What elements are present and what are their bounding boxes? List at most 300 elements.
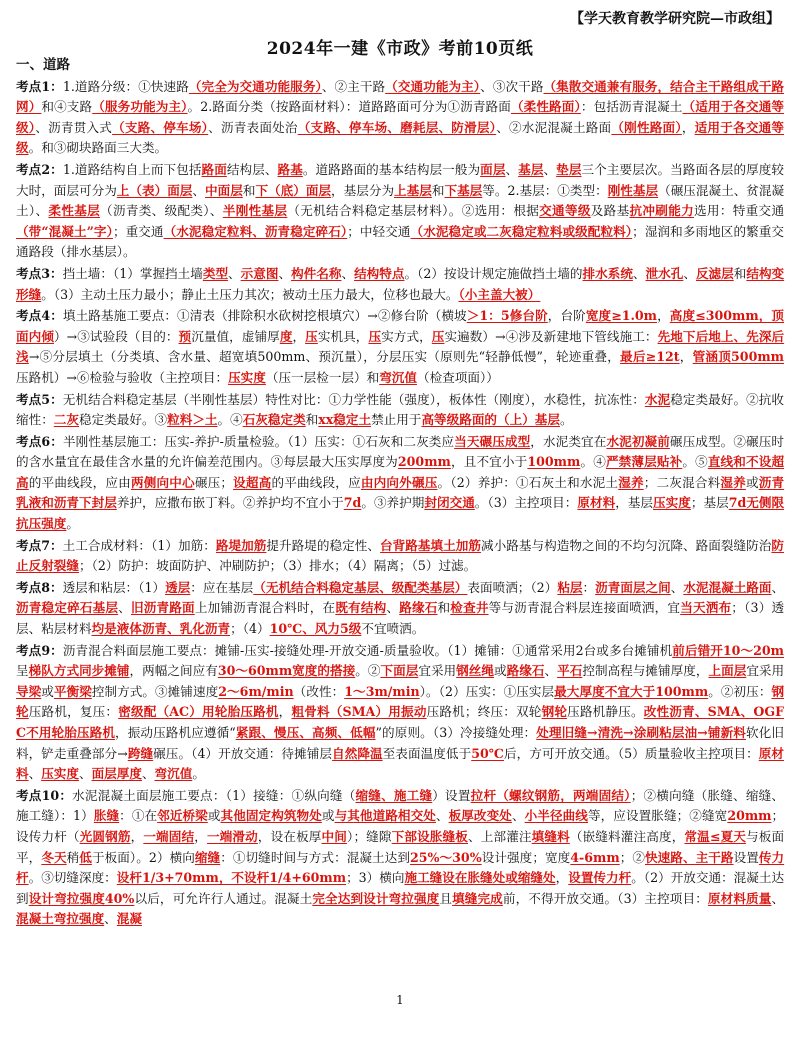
body-text: ；二灰混合料	[643, 474, 721, 490]
highlighted-term: 原材料质量	[707, 890, 772, 906]
highlighted-term: 预	[178, 328, 192, 344]
body-text: 、	[118, 600, 131, 616]
body-text: 设计强度；宽度	[481, 849, 571, 865]
highlighted-term: 粒料＞土	[167, 412, 218, 428]
highlighted-term: 当天碾压成型	[454, 433, 531, 449]
body-text: 或	[321, 808, 335, 824]
body-text: （压一层检一层）和	[265, 369, 380, 385]
highlighted-term: 下面层	[380, 663, 419, 679]
body-text: 、	[771, 579, 785, 595]
highlighted-term: 半刚性基层	[222, 203, 288, 219]
highlighted-term: 直线和不设超高	[16, 454, 785, 490]
highlighted-term: 缩缝、施工缝	[355, 787, 433, 803]
body-text: 、	[192, 182, 206, 198]
body-text: 软化旧料，铲走重叠部分→	[16, 725, 784, 761]
body-text: 选用：特重交通	[694, 203, 785, 219]
highlighted-term: xx稳定土	[318, 412, 372, 428]
body-text: 和	[431, 182, 445, 198]
highlighted-term: 面层厚度	[91, 766, 142, 782]
body-text: ，	[555, 870, 569, 886]
body-text: 后，方可开放交通。（5）质量验收主控项目：	[503, 745, 759, 761]
body-text: 。④	[217, 412, 243, 428]
highlighted-term: 压	[305, 328, 318, 344]
body-text: ）设置	[432, 787, 471, 803]
body-text: （检查项面））	[416, 369, 499, 385]
knowledge-point-label: 考点3：	[16, 265, 63, 281]
body-text: 前，不得开放交通。（3）主控项目：	[502, 890, 708, 906]
knowledge-point-label: 考点1：	[16, 78, 63, 94]
highlighted-term: 施工缝设在胀缝处或缩缝处	[404, 870, 556, 886]
highlighted-term: 50℃	[471, 745, 504, 761]
highlighted-term: 填缝完成	[452, 890, 503, 906]
highlighted-term: 抗冲刷能力	[629, 203, 695, 219]
header-tag: 【学天教育教学研究院—市政组】	[570, 11, 780, 27]
body-text: 。道路路面的基本结构层一般为	[302, 161, 481, 177]
highlighted-term: 拉杆（螺纹钢筋，两端固结）	[470, 787, 631, 803]
body-text: 、	[78, 766, 92, 782]
highlighted-term: （柔性路面）	[510, 99, 581, 115]
highlighted-term: 路堤加筋	[215, 537, 267, 553]
body-text: 。2.路面分类（按路面材料）：道路路面可分为①沥青路面	[187, 99, 511, 115]
body-text: 与板面平，	[16, 828, 785, 865]
highlighted-term: 路面	[201, 161, 227, 177]
body-text: 等。2.基层：①类型：	[482, 182, 608, 198]
highlighted-term: 刚性基层	[607, 182, 659, 198]
highlighted-term: 沥青稳定碎石基层	[16, 600, 119, 616]
body-text: 无机结合料稳定基层（半刚性基层）特性对比：①力学性能（强度），板体性（刚度），水稳性，抗冻性：	[62, 391, 645, 407]
highlighted-term: 25%～30%	[409, 849, 482, 865]
body-text: ，水泥类宜在	[530, 433, 607, 449]
highlighted-term: 上（表）面层	[116, 182, 193, 198]
knowledge-point-label: 考点2：	[16, 161, 63, 177]
knowledge-point	[16, 578, 784, 640]
body-text: 碾压成型。②碾压时的含水量宜在最佳含水量的允许偏差范围内。③每层最大压实厚度为	[16, 433, 785, 470]
highlighted-term: 防止反射裂缝	[16, 537, 785, 574]
highlighted-term: 严禁薄层贴补	[605, 454, 683, 470]
highlighted-term: 胀缝	[93, 808, 120, 824]
highlighted-term: 跨缝	[127, 745, 154, 761]
highlighted-term: 透层	[165, 579, 191, 595]
body-text: ，设在板厚	[257, 828, 322, 844]
body-text: 、	[228, 265, 241, 281]
body-text: ；②横向缝（胀缝、缩缝、施工缝）：1）	[16, 787, 785, 824]
body-text: ：①在	[119, 808, 158, 824]
body-text: 设置	[733, 849, 759, 865]
highlighted-term: （水泥稳定或二灰稳定粒料或级配粒料）	[410, 223, 633, 239]
body-text: 宜采用	[418, 663, 457, 679]
highlighted-term: 设计弯拉强度40%	[28, 890, 135, 906]
body-text: 沥青混合料面层施工要点：摊铺-压实-接缝处理-开放交通-质量验收。（1）摊铺：①通常采用2台或多台摊铺机	[62, 642, 673, 658]
highlighted-term: 当天洒布	[680, 600, 732, 616]
body-text: 透层和粘层：（1）	[62, 579, 166, 595]
highlighted-term: 由内向外碾压	[360, 474, 438, 490]
body-text: 、	[435, 808, 449, 824]
body-text: 填土路基施工要点：①清表（排除积水砍树挖根填穴）→②修台阶（横坡	[62, 308, 467, 324]
body-text: ，	[194, 828, 207, 844]
highlighted-term: 类型	[202, 265, 229, 281]
body-text: 、	[632, 265, 646, 281]
highlighted-term: 中间	[321, 828, 348, 844]
highlighted-term: 钢丝绳	[456, 663, 495, 679]
highlighted-term: 最大厚度不宜大于100mm	[554, 683, 709, 699]
body-text: 半刚性基层施工：压实-养护-质量检验。（1）压实：①石灰和二灰类应	[62, 433, 455, 449]
body-text: 提升路堤的稳定性、	[266, 537, 381, 553]
highlighted-term: 粘层	[557, 579, 583, 595]
highlighted-term: 平衡梁	[53, 683, 92, 699]
body-text: 等与沥青混合料层连接面喷洒，宜	[488, 600, 681, 616]
highlighted-term: 平石	[557, 663, 583, 679]
body-text: 。②	[355, 663, 381, 679]
highlighted-term: 排水系统	[582, 265, 633, 281]
knowledge-point-label: 考点6：	[16, 433, 63, 449]
knowledge-point-label: 考点4：	[16, 308, 63, 324]
highlighted-term: 前后错开10～20m	[672, 642, 785, 658]
highlighted-term: 处理旧缝→清洗→涂刷粘层油→铺新料	[536, 725, 746, 740]
highlighted-term: 下（底）面层	[255, 182, 332, 198]
highlighted-term: 完全达到设计弯拉强度	[312, 890, 440, 906]
body-text: 、	[104, 911, 117, 927]
highlighted-term: 台背路基填土加筋	[380, 537, 482, 553]
highlighted-term: 下部设胀缝板	[391, 828, 469, 844]
body-text: 宜采用	[746, 663, 785, 679]
highlighted-term: 板厚改变处	[448, 808, 512, 824]
highlighted-term: 高等级路面的（上）基层	[421, 412, 560, 428]
body-text: （沥青类、级配类）、	[100, 203, 223, 219]
body-text: 、②主干路	[321, 78, 386, 94]
body-text: ）；缝隙	[347, 828, 392, 844]
body-text: 的平曲线段，应	[271, 474, 361, 490]
body-text: （改性：	[293, 683, 345, 699]
body-text: 、沥青表面处治	[208, 119, 298, 135]
highlighted-term: 小半径曲线	[524, 808, 588, 824]
body-text: 土工合成材料：（1）加筋：	[62, 537, 216, 553]
body-text: 、上部灌注	[468, 828, 532, 844]
body-text: ，	[130, 828, 144, 844]
body-text: 实遍数）→④涉及新建地下管线施工：	[444, 328, 658, 344]
body-text: ；（3）透层、粘层材料	[16, 600, 785, 637]
highlighted-term: （刚性路面）	[611, 119, 682, 135]
body-text: 和	[242, 182, 256, 198]
highlighted-term: 石灰稳定类	[242, 412, 306, 428]
body-text: 1.道路结构自上而下包括	[62, 161, 202, 177]
body-text: 控制方式。③摊铺速度	[91, 683, 219, 699]
body-text: 或	[207, 808, 221, 824]
highlighted-term: 既有结构	[335, 600, 387, 616]
body-text: ：包括沥青混凝土	[580, 99, 683, 115]
body-text: 、	[341, 265, 355, 281]
highlighted-term: 水泥混凝土路面	[683, 579, 772, 595]
highlighted-term: 湿养	[618, 474, 644, 490]
body-text: 碾压。（4）开放交通：待摊铺层	[153, 745, 333, 761]
body-text: 、	[141, 766, 155, 782]
body-text: 压路机，复压：	[28, 704, 119, 720]
highlighted-term: 压实度	[228, 369, 266, 385]
highlighted-term: 设超高	[232, 474, 272, 490]
highlighted-term: 水泥初凝前	[606, 433, 670, 449]
body-text: 压路机；终压：双轮	[426, 704, 542, 720]
body-text: 。	[559, 412, 573, 428]
highlighted-term: 泄水孔	[645, 265, 684, 281]
body-text: ；（2）防护：坡面防护、冲刷防护；（3）排水；（4）隔离；（5）过滤。	[78, 558, 477, 574]
body-text: 碾压；	[194, 474, 233, 490]
body-text: 表面喷洒；（2）	[467, 579, 558, 595]
highlighted-term: 构件名称	[291, 265, 342, 281]
highlighted-term: 密级配（AC）用轮胎压路机	[118, 704, 279, 720]
highlighted-term: 7d无侧限抗压强度	[16, 495, 785, 532]
body-text: 、	[544, 663, 558, 679]
body-text: 。	[66, 516, 79, 532]
body-text: 等，应设置胀缝；②缝宽	[587, 808, 728, 824]
highlighted-term: 宽度≥1.0m	[585, 308, 657, 324]
body-text: 。⑤	[682, 454, 708, 470]
highlighted-term: 一端滑动	[206, 828, 258, 844]
body-text: 或	[41, 683, 54, 699]
body-text: 以后，可允许行人通过。混凝土	[134, 890, 313, 906]
highlighted-term: 适用于各交通等级	[16, 119, 785, 156]
body-text: 挡土墙：（1）掌握挡土墙	[62, 265, 203, 281]
highlighted-term: 封闭交通	[424, 495, 475, 511]
body-text: 。（2）养护：①石灰土和水泥土	[437, 474, 619, 490]
body-text: （碾压混凝土、贫混凝土）、	[16, 182, 785, 219]
body-text: 、	[670, 579, 684, 595]
highlighted-term: 冬天	[41, 849, 67, 865]
body-text: ，	[278, 704, 292, 720]
content-body	[16, 55, 784, 931]
highlighted-term: 缩缝	[194, 849, 221, 865]
body-text: ；（4）	[230, 621, 270, 637]
highlighted-term: 垫层	[556, 161, 582, 177]
highlighted-term: （支路、停车场）	[112, 119, 209, 135]
body-text: 和	[305, 412, 319, 428]
body-text: 实方式，	[381, 328, 432, 344]
highlighted-term: 一端固结	[143, 828, 195, 844]
knowledge-point-label: 考点7：	[16, 537, 63, 553]
knowledge-point-label: 考点5：	[16, 391, 63, 407]
highlighted-term: 其他固定构筑物处	[220, 808, 322, 824]
knowledge-point	[16, 536, 784, 577]
highlighted-term: 结构变形缝	[16, 265, 785, 302]
highlighted-term: 弯沉值	[154, 766, 193, 782]
body-text: 、③次干路	[480, 78, 544, 94]
body-text: 、	[278, 265, 292, 281]
body-text: 稳定类最好。②抗收缩性：	[16, 391, 785, 428]
body-text: 。（3）主动土压力最小；静止土压力其次；被动土压力最大，位移也最大。	[41, 286, 459, 302]
highlighted-term: 混凝	[116, 911, 142, 927]
body-text: 压路机）→⑥检验与验收（主控项目：	[16, 369, 229, 385]
highlighted-term: 30～60mm宽度的搭接	[217, 663, 356, 679]
body-text: 、	[28, 766, 42, 782]
highlighted-term: （带“混凝土”字）	[16, 223, 113, 239]
highlighted-term: 2～6m/min	[218, 683, 294, 699]
body-text: ；基层	[690, 495, 729, 511]
highlighted-term: 面层	[480, 161, 506, 177]
body-text: ，	[292, 328, 306, 344]
body-text: 减小路基与构造物之间的不均匀沉降、路面裂缝防治	[481, 537, 772, 553]
highlighted-term: 设杆1/3+70mm，不设杆1/4+60mm	[116, 870, 347, 886]
body-text: 控制高程与摊铺厚度，	[582, 663, 709, 679]
body-text: 三个主要层次。当路面各层的厚度较大时，面层可分为	[16, 161, 785, 198]
body-text: 不宜喷洒。	[361, 621, 425, 637]
highlighted-term: 弯沉值	[379, 369, 417, 385]
highlighted-term: 基层	[518, 161, 544, 177]
highlighted-term: 最后≥12t	[620, 349, 680, 365]
highlighted-term: 压实度	[653, 495, 691, 511]
highlighted-term: 原材料	[16, 745, 785, 782]
highlighted-term: 导梁	[16, 683, 42, 699]
highlighted-term: 快速路、主干路	[645, 849, 734, 865]
highlighted-term: 路缘石	[506, 663, 545, 679]
body-text: 呈	[16, 663, 29, 679]
knowledge-point	[16, 432, 784, 535]
highlighted-term: 结构特点	[354, 265, 405, 281]
highlighted-term: （交通功能为主）	[385, 78, 481, 94]
highlighted-term: 路基	[277, 161, 303, 177]
body-text: 。②初压：	[708, 683, 772, 699]
highlighted-term: 7d	[343, 495, 362, 511]
section-title: 一、道路	[16, 57, 70, 73]
body-text: 稳定类最好。③	[78, 412, 168, 428]
highlighted-term: （无机结合料稳定基层、级配类基层）	[253, 579, 468, 595]
body-text: ，且不宜小于	[450, 454, 528, 470]
page-number: 1	[396, 993, 404, 1007]
body-text: 。④	[580, 454, 606, 470]
highlighted-term: 低	[79, 849, 92, 865]
highlighted-term: 先地下后地上、先深后浅	[16, 328, 785, 365]
body-text: 、	[543, 161, 557, 177]
body-text: 。③切缝深度：	[28, 870, 117, 886]
body-text: ”的原则。（3）冷接缝处理：	[375, 725, 537, 740]
body-text: →⑤分层填土（分类填、含水量、超宽填500mm、预沉量），分层压实（原则先“轻静低慢”，轮迹重叠，	[28, 349, 621, 365]
highlighted-term: 1～3m/min	[344, 683, 420, 699]
highlighted-term: 路缘石	[399, 600, 438, 616]
body-text: 、	[511, 808, 525, 824]
body-text: 实机具，	[317, 328, 369, 344]
highlighted-term: 自然降温	[332, 745, 383, 761]
body-text: 、	[386, 600, 400, 616]
body-text: 和	[733, 265, 747, 281]
highlighted-term: 紧跟、慢压、高频、低幅	[235, 725, 376, 740]
highlighted-term: 与其他道路相交处	[334, 808, 436, 824]
highlighted-term: （小主盖大被）	[458, 286, 541, 302]
page-title: 2024年一建《市政》考前10页纸	[266, 39, 534, 59]
highlighted-term: 检查井	[450, 600, 489, 616]
body-text: ：	[582, 579, 596, 595]
highlighted-term: 沥青面层之间	[595, 579, 671, 595]
highlighted-term: 度	[279, 328, 293, 344]
body-text: 及路基	[590, 203, 630, 219]
highlighted-term: 沥青乳液和沥青下封层	[16, 474, 785, 511]
body-text: ，两幅之间应有	[129, 663, 218, 679]
knowledge-point	[16, 77, 784, 159]
highlighted-term: （完全为交通功能服务）	[188, 78, 322, 94]
highlighted-term: 上基层	[394, 182, 432, 198]
highlighted-term: 旧沥青路面	[130, 600, 195, 616]
highlighted-term: 邻近桥梁	[157, 808, 208, 824]
body-text: 水泥混凝土面层施工要点：（1）接缝：①纵向缝（	[72, 787, 356, 803]
body-text: ，台阶	[547, 308, 586, 324]
highlighted-term: （服务功能为主）	[92, 99, 188, 115]
body-text: 的平曲线段，应由	[28, 474, 131, 490]
body-text: 。（3）主控项目：	[474, 495, 578, 511]
highlighted-term: 光圆钢筋	[79, 828, 131, 844]
body-text: 、沥青贯入式	[35, 119, 113, 135]
body-text: 或	[745, 474, 759, 490]
highlighted-term: 4-6mm	[570, 849, 620, 865]
body-text: 和④支路	[41, 99, 93, 115]
body-text: 结构层、	[226, 161, 278, 177]
body-text: ：①切缝时间与方式：混凝土达到	[220, 849, 410, 865]
highlighted-term: 均是液体沥青、乳化沥青	[91, 621, 231, 637]
knowledge-point	[16, 390, 784, 431]
highlighted-term: （支路、停车场、磨耗层、防滑层）	[297, 119, 497, 135]
body-text: ：应在基层	[190, 579, 254, 595]
body-text: （嵌缝料灌注高度，	[569, 828, 685, 844]
highlighted-term: 压实度	[41, 766, 79, 782]
body-text: 于板面）。2）横向	[91, 849, 195, 865]
knowledge-points	[16, 77, 784, 930]
highlighted-term: 传力杆	[16, 849, 785, 886]
highlighted-term: 设置传力杆	[568, 870, 632, 886]
knowledge-point	[16, 786, 784, 930]
highlighted-term: 反滤层	[695, 265, 734, 281]
highlighted-term: 钢轮	[541, 704, 568, 720]
highlighted-term: 示意图	[240, 265, 279, 281]
body-text: ）→③试验段（目的：	[53, 328, 179, 344]
body-text: ，	[657, 308, 670, 324]
highlighted-term: 压	[368, 328, 382, 344]
knowledge-point-label: 考点9：	[16, 642, 63, 658]
highlighted-term: 两侧向中心	[130, 474, 195, 490]
highlighted-term: 原材料	[577, 495, 616, 511]
highlighted-term: 柔性基层	[48, 203, 101, 219]
body-text: 、②水泥混凝土路面	[496, 119, 612, 135]
highlighted-term: 混凝土弯拉强度	[16, 911, 105, 927]
body-text: ）。（2）压实：①压实层	[419, 683, 555, 699]
highlighted-term: 高度≤300mm，顶面内倾	[16, 308, 785, 344]
knowledge-point	[16, 160, 784, 263]
body-text: ；重交通	[112, 223, 164, 239]
body-text: 沉量值，虚铺厚	[191, 328, 280, 344]
body-text: 或	[494, 663, 507, 679]
body-text: ，振动压路机应遵循“	[115, 725, 236, 740]
knowledge-point	[16, 641, 784, 785]
body-text: 禁止用于	[371, 412, 422, 428]
highlighted-term: 10℃、风力5级	[269, 621, 362, 637]
body-text: ；中轻交通	[347, 223, 411, 239]
highlighted-term: 交通等级	[539, 203, 591, 219]
body-text: 压路机静压。	[567, 704, 644, 720]
body-text: 且	[439, 890, 453, 906]
highlighted-term: 改性沥青、SMA、OGFC不用轮胎压路机	[16, 704, 785, 740]
body-text: 。	[192, 766, 205, 782]
highlighted-term: 100mm	[527, 454, 581, 470]
body-text: ；②	[619, 849, 645, 865]
body-text: 1.道路分级：①快速路	[62, 78, 189, 94]
body-text: ，	[681, 119, 695, 135]
body-text: 、	[771, 890, 785, 906]
highlighted-term: （适用于各交通等级）	[16, 99, 785, 135]
body-text: ，基层	[615, 495, 654, 511]
body-text: ；3）横向	[346, 870, 405, 886]
highlighted-term: 梯队方式同步摊铺	[28, 663, 130, 679]
body-text: 。③养护期	[361, 495, 425, 511]
highlighted-term: 上面层	[708, 663, 747, 679]
body-text: 。（2）开放交通：混凝土达到	[16, 870, 785, 906]
body-text: 。（2）按设计规定施做挡土墙的	[404, 265, 583, 281]
highlighted-term: 下基层	[444, 182, 483, 198]
body-text: （无机结合料稳定基层材料）。②选用：根据	[287, 203, 540, 219]
body-text: 稍	[66, 849, 80, 865]
